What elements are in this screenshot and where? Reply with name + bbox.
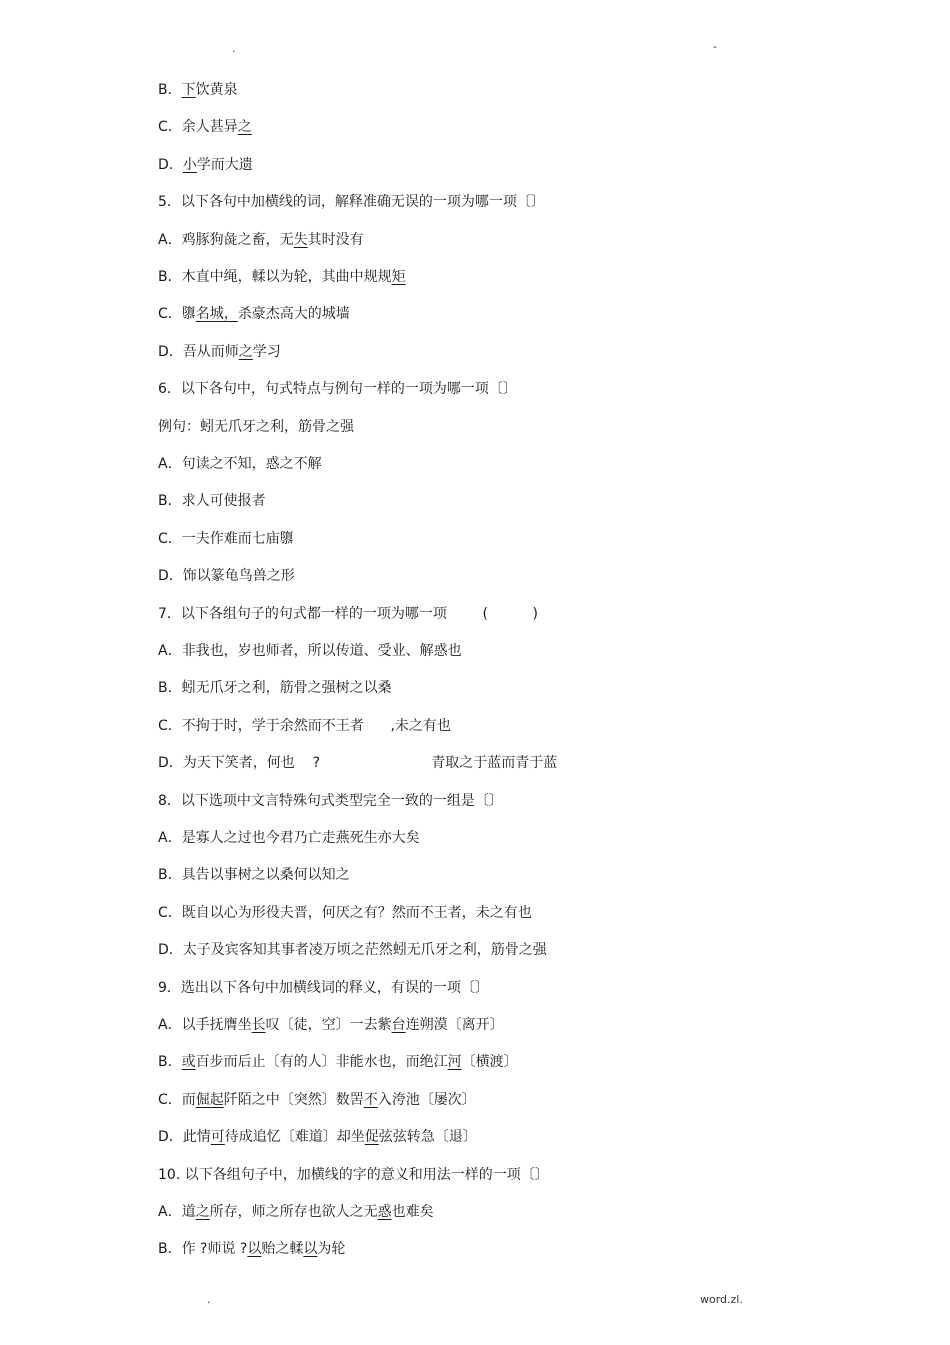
line-text: C．既自以心为形役夫晋，何厌之有？然而不王者，未之有也 [158, 905, 532, 921]
line-text: 10. 以下各组句子中，加横线的字的意义和用法一样的一项〔〕 [158, 1167, 549, 1183]
line-text: 百步而后止〔有的人〕非能水也，而绝江 [195, 1054, 448, 1070]
line-text: 〔横渡〕 [461, 1054, 518, 1070]
document-line [158, 1239, 345, 1259]
underlined-term: 之 [237, 119, 252, 135]
document-line [158, 604, 538, 624]
document-line [158, 1015, 504, 1035]
line-text: B．作 ?师说 ? [158, 1241, 248, 1257]
underlined-term: 长 [251, 1017, 266, 1033]
document-line [158, 529, 294, 549]
document-line [158, 753, 557, 773]
header-right-mark: - [713, 40, 717, 53]
document-line [158, 304, 350, 324]
underlined-term: 台 [391, 1017, 406, 1033]
document-line [158, 417, 354, 437]
line-text: C．一夫作难而七庙隳 [158, 531, 294, 547]
document-line [158, 828, 420, 848]
line-text: 饮黄泉 [195, 82, 238, 98]
line-text: B．具告以事树之以桑何以知之 [158, 867, 350, 883]
line-text: D．饰以篆龟鸟兽之形 [158, 568, 295, 584]
document-line [158, 1127, 477, 1147]
underlined-term: 小 [182, 157, 197, 173]
document-line [158, 230, 364, 250]
document-line [158, 978, 489, 998]
underlined-term: 不 [363, 1092, 378, 1108]
document-line [158, 155, 253, 175]
document-line [158, 1202, 434, 1222]
document-line [158, 491, 266, 511]
line-text: 8．以下选项中文言特殊句式类型完全一致的一组是〔〕 [158, 793, 503, 809]
line-text: C．不拘于时，学于余然而不王者 ,未之有也 [158, 718, 451, 734]
line-text: D．吾从而师 [158, 344, 239, 360]
document-line [158, 716, 451, 736]
underlined-term: 惑 [377, 1204, 392, 1220]
line-text: 杀豪杰高大的城墙 [237, 306, 350, 322]
document-line [158, 865, 350, 885]
line-text: 5．以下各句中加横线的词，解释准确无误的一项为哪一项〔〕 [158, 194, 545, 210]
line-text: 待成追忆〔难道〕却坐 [224, 1129, 365, 1145]
document-line [158, 379, 517, 399]
line-text: B．求人可使报者 [158, 493, 266, 509]
line-text: 6．以下各句中，句式特点与例句一样的一项为哪一项〔〕 [158, 381, 517, 397]
document-line [158, 566, 295, 586]
line-text: B． [158, 82, 182, 98]
line-text: 7．以下各组句子的句式都一样的一项为哪一项 ( ) [158, 606, 538, 622]
underlined-term: 矩 [391, 269, 406, 285]
underlined-term: 之 [195, 1204, 210, 1220]
document-line [158, 641, 462, 661]
underlined-term: 可 [210, 1129, 225, 1145]
underlined-term: 下 [181, 82, 196, 98]
line-text: 学习 [252, 344, 281, 360]
line-text: 弦弦转急〔退〕 [378, 1129, 477, 1145]
line-text: 叹〔徒，空〕一去紫 [265, 1017, 392, 1033]
line-text: A．句读之不知，惑之不解 [158, 456, 322, 472]
line-text: C．隳 [158, 306, 196, 322]
line-text: 为轮 [317, 1241, 346, 1257]
document-line [158, 342, 281, 362]
document-line [158, 192, 545, 212]
line-text: A．以手抚膺坐 [158, 1017, 252, 1033]
footer-source-text: word.zl. [700, 1293, 743, 1306]
underlined-term: 或 [181, 1054, 196, 1070]
underlined-term: 失 [293, 232, 308, 248]
document-line [158, 117, 252, 137]
line-text: 连朔漠〔离开〕 [405, 1017, 504, 1033]
document-line [158, 267, 406, 287]
line-text: 阡陌之中〔突然〕数罟 [223, 1092, 364, 1108]
line-text: B． [158, 1054, 182, 1070]
line-text: A．非我也，岁也师者，所以传道、受业、解惑也 [158, 643, 462, 659]
line-text: D．太子及宾客知其事者凌万顷之茫然蚓无爪牙之利，筋骨之强 [158, 942, 547, 958]
line-text: B．蚓无爪牙之利，筋骨之强树之以桑 [158, 680, 392, 696]
underlined-term: 之 [238, 344, 253, 360]
underlined-term: 以 [303, 1241, 318, 1257]
line-text: 也难矣 [391, 1204, 434, 1220]
line-text: B．木直中绳，輮以为轮，其曲中规规 [158, 269, 392, 285]
underlined-term: 河 [447, 1054, 462, 1070]
footer-left-mark: . [207, 1293, 211, 1306]
document-line [158, 791, 503, 811]
line-text: 学而大遗 [196, 157, 253, 173]
document-line [158, 1165, 549, 1185]
line-text: D．为天下笑者，何也 ? 青取之于蓝而青于蓝 [158, 755, 558, 771]
header-left-mark: . [232, 42, 236, 55]
line-text: A．鸡豚狗彘之畜，无 [158, 232, 294, 248]
underlined-term: 以 [247, 1241, 262, 1257]
line-text: 9．选出以下各句中加横线词的释义，有误的一项〔〕 [158, 980, 489, 996]
document-line [158, 1090, 476, 1110]
line-text: A．道 [158, 1204, 196, 1220]
line-text: D． [158, 157, 183, 173]
line-text: 贻之輮 [261, 1241, 304, 1257]
line-text: D．此情 [158, 1129, 211, 1145]
line-text: 其时没有 [307, 232, 364, 248]
line-text: 所存，师之所存也欲人之无 [209, 1204, 378, 1220]
document-line [158, 678, 392, 698]
line-text: C．余人甚异 [158, 119, 238, 135]
line-text: A．是寡人之过也今君乃亡走燕死生亦大矣 [158, 830, 420, 846]
document-line [158, 80, 238, 100]
underlined-term: 名城， [195, 306, 238, 322]
document-line [158, 940, 547, 960]
document-line [158, 903, 532, 923]
underlined-term: 促 [364, 1129, 379, 1145]
line-text: 例句：蚓无爪牙之利，筋骨之强 [158, 419, 354, 435]
document-line [158, 454, 322, 474]
document-line [158, 1052, 518, 1072]
line-text: 入洿池〔屡次〕 [377, 1092, 476, 1108]
line-text: C．而 [158, 1092, 196, 1108]
underlined-term: 倔起 [195, 1092, 224, 1108]
